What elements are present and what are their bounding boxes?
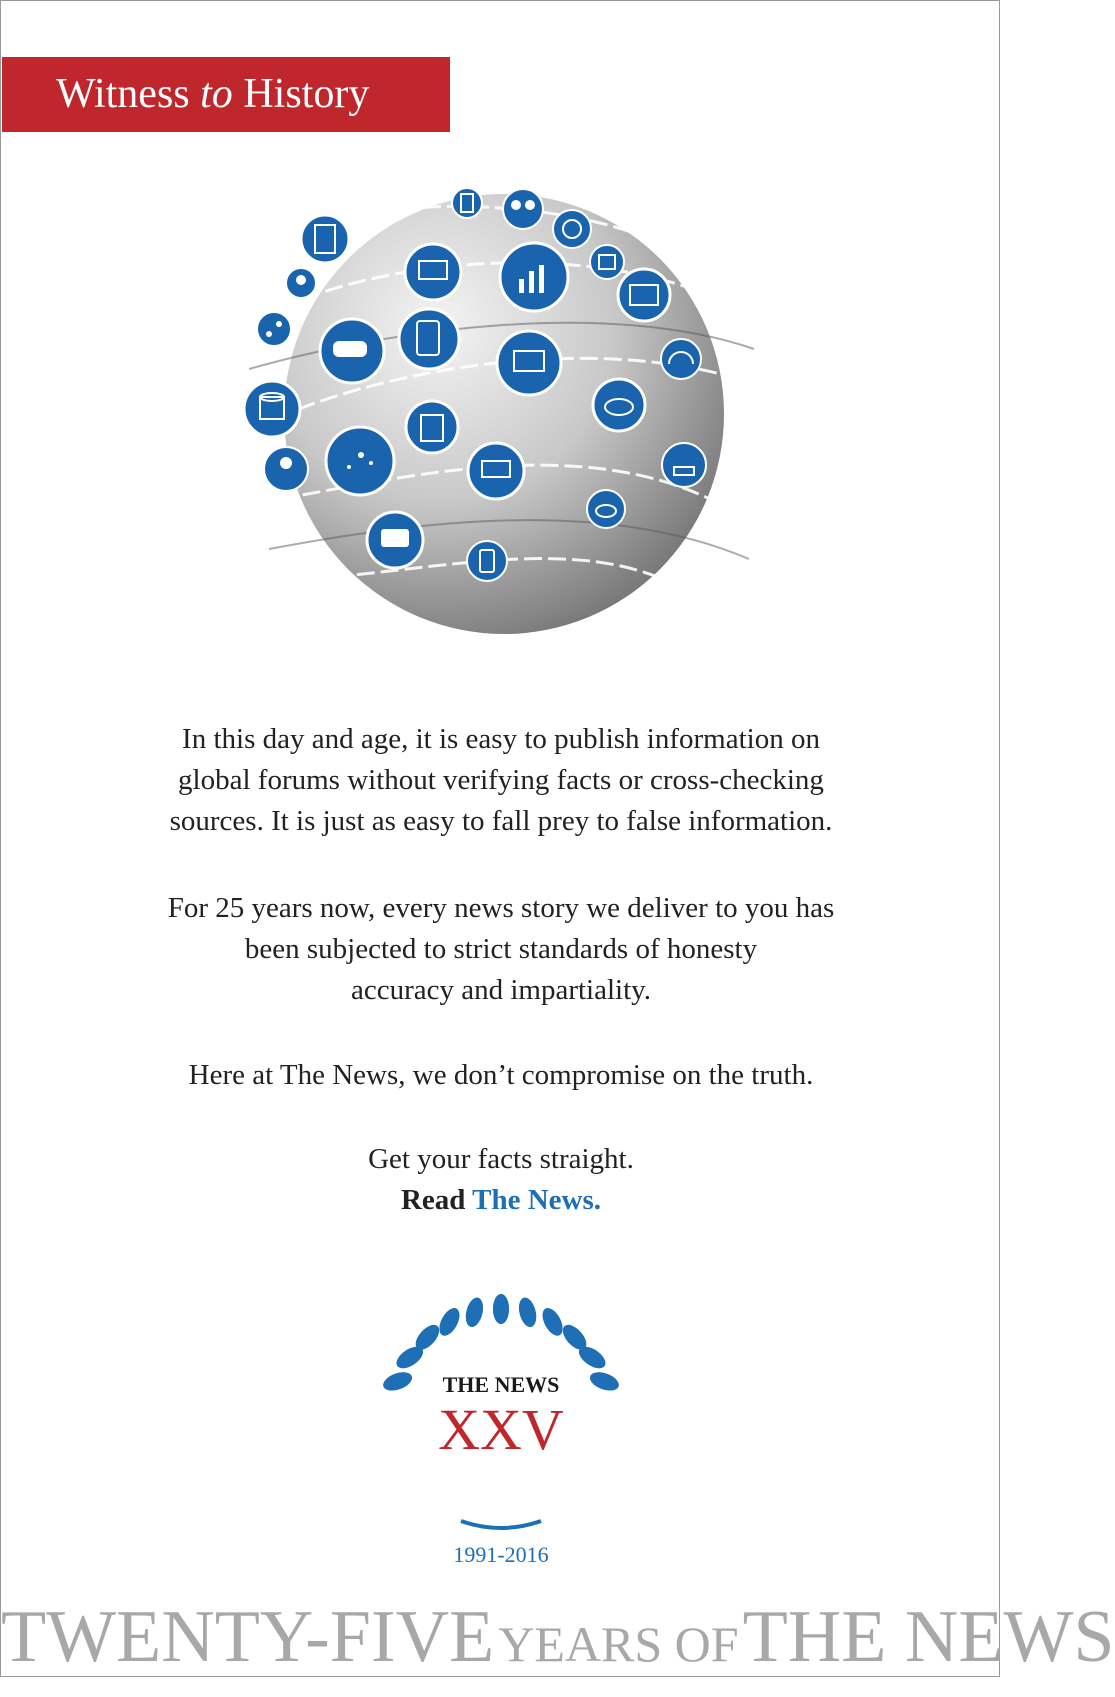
intro-line-2: global forums without verifying facts or cross-checking: [178, 764, 824, 796]
standards-paragraph: [1, 888, 1001, 1011]
laurel-leaf: [588, 1369, 622, 1394]
cta-line: Get your facts straight.: [368, 1143, 634, 1175]
user-icon: [264, 447, 308, 491]
laurel-leaf: [538, 1305, 566, 1339]
intro-paragraph: [1, 719, 1001, 842]
chat-icon: [367, 512, 423, 568]
truth-line: Here at The News, we don’t compromise on the truth.: [188, 1059, 814, 1091]
server-icon: [590, 245, 624, 279]
banner-word-3: History: [243, 71, 370, 117]
standards-line-3: accuracy and impartiality.: [350, 974, 652, 1006]
emblem-logo: THE NEWS: [442, 1372, 560, 1397]
footer-part-1: TWENTY-FIVE: [1, 1596, 495, 1678]
laurel-leaf: [463, 1296, 486, 1329]
tablet-icon: [452, 188, 482, 218]
scatter-chart-icon: [326, 427, 394, 495]
vr-headset-icon: [320, 319, 384, 383]
monitor-icon: [405, 244, 461, 300]
banner-word-1: Witness: [56, 71, 190, 117]
read-prefix: Read: [400, 1184, 466, 1216]
laurel-leaf: [381, 1369, 415, 1394]
laurel-leaf: [493, 1294, 509, 1324]
footer-part-3: THE NEWS: [742, 1596, 1115, 1678]
smartphone-icon: [467, 541, 507, 581]
cloud-icon: [587, 490, 625, 528]
anniversary-emblem: [361, 1299, 641, 1569]
document-icon: [301, 215, 349, 263]
mail-icon: [618, 269, 670, 321]
tablet-icon: [406, 401, 458, 453]
server-icon: [497, 331, 561, 395]
bar-chart-icon: [500, 243, 568, 311]
cloud-icon: [593, 379, 645, 431]
router-icon: [662, 443, 706, 487]
users-icon: [503, 189, 543, 229]
standards-line-1: For 25 years now, every news story we deliver to you has: [167, 892, 835, 924]
footer-part-2: YEARS OF: [498, 1616, 739, 1672]
intro-line-3: sources. It is just as easy to fall prey to false information.: [169, 805, 833, 837]
phone-icon: [399, 309, 459, 369]
gauge-icon: [553, 210, 591, 248]
laurel-leaf: [516, 1296, 539, 1329]
standards-line-2: been subjected to strict standards of honesty: [244, 933, 758, 965]
emblem-years: 1991-2016: [453, 1542, 549, 1567]
read-brand: The News.: [472, 1184, 602, 1216]
section-banner: [2, 57, 450, 132]
footer-tagline: [1, 1596, 1115, 1697]
read-line: [1, 1180, 1001, 1221]
truth-paragraph: [1, 1055, 1001, 1096]
network-globe-illustration: [249, 179, 759, 639]
call-to-action: [1, 1139, 1001, 1221]
location-pin-icon: [286, 268, 316, 298]
laurel-stem: [461, 1521, 541, 1528]
laptop-icon: [468, 443, 524, 499]
laurel-leaf: [435, 1305, 463, 1339]
network-icon: [257, 312, 291, 346]
intro-line-1: In this day and age, it is easy to publish information on: [182, 723, 820, 755]
banner-word-2: to: [200, 71, 233, 117]
database-icon: [244, 381, 300, 437]
emblem-numeral: XXV: [438, 1397, 564, 1462]
speedometer-icon: [661, 339, 701, 379]
